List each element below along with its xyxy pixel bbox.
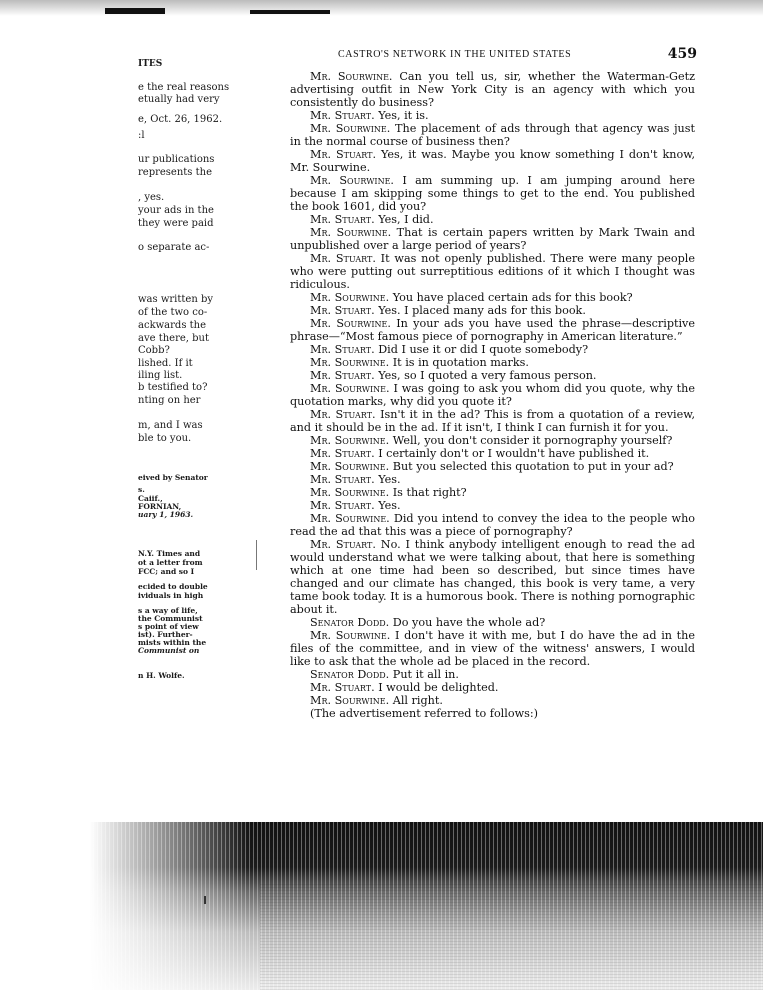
transcript-paragraph (290, 252, 695, 291)
left-fragment: ave there, but (138, 333, 210, 344)
speaker-name: Mr. Sourwine. (310, 226, 392, 239)
speaker-name: Mr. Stuart. (310, 473, 375, 486)
speaker-name: Mr. Sourwine. (310, 512, 390, 525)
paragraph-text: Yes, I did. (378, 213, 434, 226)
left-fragment: nting on her (138, 395, 201, 406)
paragraph-text: Put it all in. (392, 668, 459, 681)
transcript-paragraph (290, 616, 695, 629)
paragraph-text: All right. (392, 694, 443, 707)
paragraph-text: No. I think anybody intelligent enough to read the ad would understand what we were talking about, that here is something which at one time had been so described, but since times have changed and our climate has changed, this book is very tame, a very tame book today. It is a humorous book. There is nothing pornographic about it. (290, 538, 695, 616)
transcript-body (290, 70, 695, 720)
transcript-paragraph (290, 499, 695, 512)
transcript-paragraph (290, 512, 695, 538)
page-number: 459 (667, 46, 697, 62)
left-page-fragment-column (138, 54, 238, 694)
left-fragment: FCC; and so I (138, 567, 195, 576)
scan-artifact (105, 8, 165, 14)
left-fragment: Caiif., (138, 494, 163, 503)
speaker-name: Mr. Stuart. (310, 148, 377, 161)
speaker-name: Mr. Stuart. (310, 109, 375, 122)
transcript-paragraph (290, 226, 695, 252)
left-fragment: ividuals in high (138, 591, 204, 600)
paragraph-text: In your ads you have used the phrase—descriptive phrase—“Most famous piece of pornography in American literature.” (290, 317, 695, 343)
scan-artifact (250, 10, 330, 14)
speaker-name: Mr. Stuart. (310, 447, 375, 460)
paragraph-text: It was not openly published. There were many people who were putting out surreptitious editions of it which I thought was ridiculous. (290, 252, 696, 291)
paragraph-text: Do you have the whole ad? (392, 616, 546, 629)
speaker-name: Mr. Stuart. (310, 499, 375, 512)
paragraph-text: I don't have it with me, but I do have the ad in the files of the committee, and in view of the witness' answers, I would like to ask that the whole ad be placed in the record. (290, 629, 695, 668)
transcript-paragraph (290, 382, 695, 408)
scan-noise (260, 882, 763, 990)
paragraph-text: Did you intend to convey the idea to the people who read the ad that this was a piece of pornography? (290, 512, 696, 538)
left-fragment: eived by Senator (138, 473, 208, 482)
transcript-paragraph (290, 317, 695, 343)
paragraph-text: That is certain papers written by Mark Twain and unpublished over a large period of years? (290, 226, 695, 252)
paragraph-text: Did I use it or did I quote somebody? (378, 343, 589, 356)
speaker-name: Mr. Stuart. (310, 369, 375, 382)
paragraph-text: Isn't it in the ad? This is from a quotation of a review, and it should be in the ad. If it isn't, I think I can furnish it for you. (290, 408, 696, 434)
transcript-paragraph (290, 356, 695, 369)
paragraph-text: You have placed certain ads for this book? (392, 291, 633, 304)
left-fragment: ist). Further- (138, 630, 193, 639)
scan-shading (90, 822, 250, 990)
transcript-paragraph (290, 434, 695, 447)
left-fragment: lished. If it (138, 358, 193, 369)
left-fragment: N.Y. Times and (138, 549, 201, 558)
speaker-name: Mr. Stuart. (310, 343, 375, 356)
speaker-name: Mr. Sourwine. (310, 382, 390, 395)
speaker-name: Mr. Sourwine. (310, 122, 391, 135)
speaker-name: Senator Dodd. (310, 668, 390, 681)
left-fragment: ur publications (138, 154, 215, 165)
left-fragment: Cobb? (138, 345, 170, 356)
left-fragment: Communist on (138, 646, 200, 655)
transcript-paragraph (290, 707, 695, 720)
speaker-name: Mr. Sourwine. (310, 460, 390, 473)
speaker-name: Mr. Stuart. (310, 408, 376, 421)
page-header (338, 46, 703, 62)
left-fragment: was written by (138, 294, 213, 305)
left-fragment: of the two co- (138, 307, 208, 318)
speaker-name: Mr. Stuart. (310, 538, 376, 551)
paragraph-text: Yes. (378, 473, 401, 486)
left-fragment: s a way of life, (138, 606, 198, 615)
speaker-name: Senator Dodd. (310, 616, 390, 629)
paragraph-text: (The advertisement referred to follows:) (310, 707, 539, 720)
transcript-paragraph (290, 473, 695, 486)
gutter-mark (256, 540, 257, 570)
speaker-name: Mr. Sourwine. (310, 317, 391, 330)
transcript-paragraph (290, 447, 695, 460)
transcript-paragraph (290, 343, 695, 356)
paragraph-text: It is in quotation marks. (392, 356, 529, 369)
left-fragment: s point of view (138, 622, 199, 631)
scan-speck (204, 896, 206, 904)
paragraph-text: I certainly don't or I wouldn't have published it. (378, 447, 650, 460)
paragraph-text: Yes, so I quoted a very famous person. (378, 369, 597, 382)
left-fragment: represents the (138, 167, 212, 178)
left-fragment: uary 1, 1963. (138, 510, 194, 519)
transcript-paragraph (290, 694, 695, 707)
transcript-paragraph (290, 629, 695, 668)
paragraph-text: Yes. (378, 499, 401, 512)
paragraph-text: The placement of ads through that agency was just in the normal course of business then? (290, 122, 695, 148)
left-fragment: your ads in the (138, 205, 214, 216)
speaker-name: Mr. Sourwine. (310, 174, 394, 187)
left-fragment: they were paid (138, 218, 214, 229)
left-fragment: ITES (138, 59, 163, 69)
scan-top-edge (0, 0, 763, 16)
speaker-name: Mr. Sourwine. (310, 486, 390, 499)
speaker-name: Mr. Stuart. (310, 304, 375, 317)
transcript-paragraph (290, 109, 695, 122)
transcript-paragraph (290, 538, 695, 616)
paragraph-text: Yes. I placed many ads for this book. (378, 304, 586, 317)
left-fragment: ot a letter from (138, 558, 203, 567)
left-fragment: :l (138, 130, 145, 141)
running-head: CASTRO'S NETWORK IN THE UNITED STATES (338, 49, 572, 60)
speaker-name: Mr. Sourwine. (310, 629, 391, 642)
paragraph-text: I am summing up. I am jumping around here because I am skipping some things to get to the end. You published the book 1601, did you? (290, 174, 695, 213)
paragraph-text: But you selected this quotation to put in your ad? (392, 460, 674, 473)
left-fragment: e the real reasons (138, 82, 230, 93)
speaker-name: Mr. Stuart. (310, 252, 376, 265)
transcript-paragraph (290, 668, 695, 681)
left-fragment: ble to you. (138, 433, 192, 444)
paragraph-text: Is that right? (392, 486, 467, 499)
paragraph-text: Yes, it was. Maybe you know something I don't know, Mr. Sourwine. (290, 148, 695, 174)
left-fragment: etually had very (138, 94, 220, 105)
left-fragment: the Communist (138, 614, 203, 623)
left-fragment: n H. Wolfe. (138, 671, 185, 680)
left-fragment: FORNIAN, (138, 502, 182, 511)
left-fragment: e, Oct. 26, 1962. (138, 114, 223, 125)
left-fragment: mists within the (138, 638, 207, 647)
left-fragment: m, and I was (138, 420, 203, 431)
speaker-name: Mr. Sourwine. (310, 434, 390, 447)
transcript-paragraph (290, 460, 695, 473)
left-fragment: ackwards the (138, 320, 207, 331)
paragraph-text: Well, you don't consider it pornography yourself? (392, 434, 673, 447)
paragraph-text: I was going to ask you whom did you quote, why the quotation marks, why did you quote it? (290, 382, 695, 408)
speaker-name: Mr. Sourwine. (310, 694, 390, 707)
speaker-name: Mr. Stuart. (310, 681, 375, 694)
transcript-paragraph (290, 70, 695, 109)
transcript-paragraph (290, 304, 695, 317)
speaker-name: Mr. Sourwine. (310, 356, 390, 369)
speaker-name: Mr. Stuart. (310, 213, 375, 226)
speaker-name: Mr. Sourwine. (310, 291, 390, 304)
left-fragment: ecided to double (138, 582, 208, 591)
transcript-paragraph (290, 486, 695, 499)
transcript-paragraph (290, 213, 695, 226)
transcript-paragraph (290, 291, 695, 304)
left-fragment: iling list. (138, 370, 183, 381)
transcript-paragraph (290, 174, 695, 213)
speaker-name: Mr. Sourwine. (310, 70, 393, 83)
paragraph-text: I would be delighted. (378, 681, 499, 694)
left-fragment: o separate ac- (138, 242, 210, 253)
left-fragment: b testified to? (138, 382, 208, 393)
paragraph-text: Can you tell us, sir, whether the Waterman-Getz advertising outfit in New York City is an agency with which you consistently do business? (290, 70, 696, 109)
transcript-paragraph (290, 408, 695, 434)
transcript-paragraph (290, 148, 695, 174)
transcript-paragraph (290, 369, 695, 382)
transcript-paragraph (290, 122, 695, 148)
left-fragment: s. (138, 485, 145, 494)
paragraph-text: Yes, it is. (378, 109, 429, 122)
scan-dark-edge (90, 822, 763, 990)
transcript-paragraph (290, 681, 695, 694)
left-fragment: , yes. (138, 192, 165, 203)
